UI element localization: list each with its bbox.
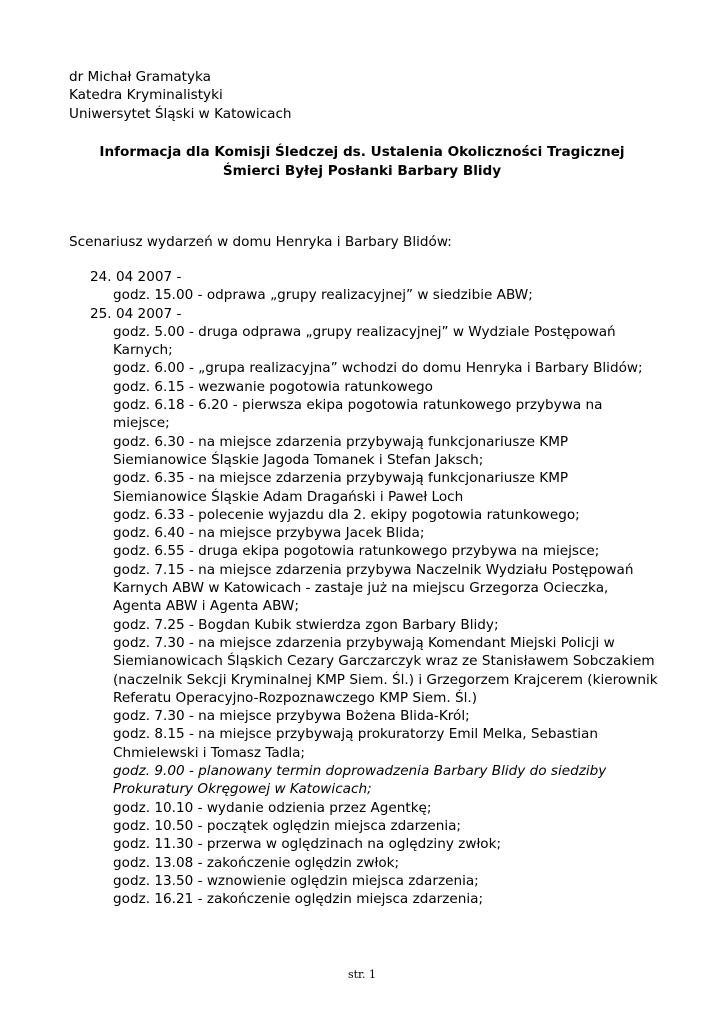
timeline-entry: godz. 6.35 - na miejsce zdarzenia przybywają funkcjonariusze KMP Siemianowice Śląskie Adam Dragański i Paweł Loch <box>113 470 569 505</box>
timeline-entry: godz. 6.00 - „grupa realizacyjna” wchodzi do domu Henryka i Barbary Blidów; <box>113 360 643 377</box>
timeline-entry: godz. 6.18 - 6.20 - pierwsza ekipa pogotowia ratunkowego przybywa na miejsce; <box>113 397 603 432</box>
timeline-entry: godz. 6.33 - polecenie wyjazdu dla 2. ekipy pogotowia ratunkowego; <box>113 506 580 523</box>
title-line-2: Śmierci Byłej Posłanki Barbary Blidy <box>222 162 502 179</box>
timeline-entry: godz. 13.50 - wznowienie oględzin miejsca zdarzenia; <box>113 872 479 889</box>
timeline-entry: godz. 15.00 - odprawa „grupy realizacyjnej” w siedzibie ABW; <box>113 287 533 304</box>
timeline-entry: godz. 10.50 - początek oględzin miejsca zdarzenia; <box>113 817 462 834</box>
document-title <box>60 143 664 180</box>
timeline-entry: godz. 13.08 - zakończenie oględzin zwłok; <box>113 854 400 871</box>
author-department: Katedra Kryminalistyki <box>69 87 223 104</box>
timeline-date: 25. 04 2007 - <box>90 305 182 322</box>
timeline-entry: godz. 6.40 - na miejsce przybywa Jacek Blida; <box>113 525 425 542</box>
timeline-entry: godz. 7.15 - na miejsce zdarzenia przybywa Naczelnik Wydziału Postępowań Karnych ABW w Katowicach - zastaje już na miejscu Grzegorza Ocieczka, Agenta ABW i Agenta ABW; <box>113 561 634 615</box>
author-name: dr Michał Gramatyka <box>69 69 212 85</box>
timeline-entry: godz. 7.30 - na miejsce zdarzenia przybywają Komendant Miejski Policji w Siemianowicach Śląskich Cezary Garczarczyk wraz ze Stanisławem Sobczakiem (naczelnik Sekcji Kryminalnej KMP Siem. Śl.) i Grzegorzem Krajcerem (kierownik Referatu Operacyjno-Rozpoznawczego KMP Siem. Śl.) <box>113 634 658 706</box>
author-block <box>69 68 669 123</box>
timeline-entry: godz. 9.00 - planowany termin doprowadzenia Barbary Blidy do siedziby Prokuratury Okręgowej w Katowicach; <box>113 763 607 798</box>
timeline-entry: godz. 7.30 - na miejsce przybywa Bożena Blida-Król; <box>113 708 470 725</box>
timeline-entry: godz. 8.15 - na miejsce przybywają prokuratorzy Emil Melka, Sebastian Chmielewski i Tomasz Tadla; <box>113 726 599 761</box>
page-number: str. 1 <box>347 968 377 981</box>
timeline-entry: godz. 6.30 - na miejsce zdarzenia przybywają funkcjonariusze KMP Siemianowice Śląskie Jagoda Tomanek i Stefan Jaksch; <box>113 433 569 468</box>
title-line-1: Informacja dla Komisji Śledczej ds. Ustalenia Okoliczności Tragicznej <box>99 144 625 160</box>
timeline-date: 24. 04 2007 - <box>90 269 182 285</box>
timeline-entry: godz. 16.21 - zakończenie oględzin miejsca zdarzenia; <box>113 891 484 908</box>
author-university: Uniwersytet Śląski w Katowicach <box>69 105 292 122</box>
timeline-entry: godz. 11.30 - przerwa w oględzinach na oględziny zwłok; <box>113 836 502 853</box>
timeline-entry: godz. 7.25 - Bogdan Kubik stwierdza zgon Barbary Blidy; <box>113 616 499 633</box>
timeline-entry: godz. 10.10 - wydanie odzienia przez Agentkę; <box>113 799 432 816</box>
timeline-entry: godz. 5.00 - druga odprawa „grupy realizacyjnej” w Wydziale Postępowań Karnych; <box>113 323 616 359</box>
event-timeline <box>90 268 665 908</box>
timeline-entry: godz. 6.55 - druga ekipa pogotowia ratunkowego przybywa na miejsce; <box>113 543 600 560</box>
scenario-heading: Scenariusz wydarzeń w domu Henryka i Barbary Blidów: <box>69 234 452 250</box>
timeline-entry: godz. 6.15 - wezwanie pogotowia ratunkowego <box>113 378 434 395</box>
